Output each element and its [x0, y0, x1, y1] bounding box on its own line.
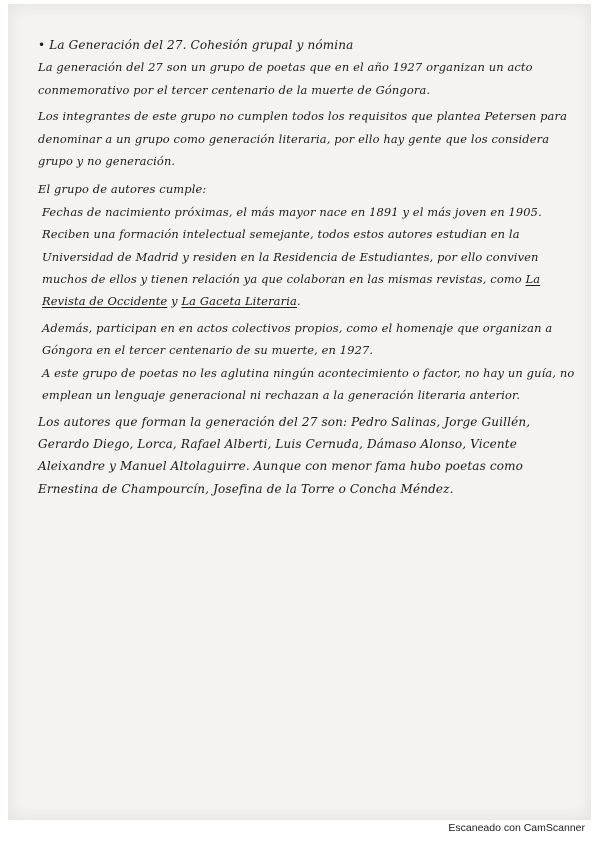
subheading-cumple: El grupo de autores cumple:	[38, 182, 207, 197]
paragraph-autores: Los autores que forman la generación del 27 son: Pedro Salinas, Jorge Guillén, Gerardo Diego, Lorca, Rafael Alberti, Luis Cernuda, Dámaso Alonso, Vicente Aleixandre y Manuel Altolaguirre. Aunque con menor fama hubo poetas como Ernestina de Champourcín, Josefina de la Torre o Concha Méndez.	[38, 414, 531, 496]
handwritten-notes	[38, 34, 578, 500]
bullet-point: •	[38, 38, 46, 52]
magazine-gaceta-literaria: La Gaceta Literaria	[181, 294, 297, 309]
connector-y: y	[171, 294, 178, 309]
paragraph-formacion	[38, 201, 578, 313]
paragraph-formacion-text: Fechas de nacimiento próximas, el más mayor nace en 1891 y el más joven en 1905. Reciben una formación intelectual semejante, todos estos autores estudian en la Universidad de Madrid y residen en la Residencia de Estudiantes, por ello conviven muchos de ellos y tienen relación ya que colaboran en las mismas revistas, como	[42, 204, 542, 287]
magazine-revista-de-occidente: La Revista de Occidente	[42, 272, 541, 309]
paragraph-actos: Además, participan en en actos colectivos propios, como el homenaje que organizan a Góngora en el tercer centenario de su muerte, en 1927.	[42, 320, 553, 358]
paragraph-aglutina: A este grupo de poetas no les aglutina ningún acontecimiento o factor, no hay un guía, no emplean un lenguaje generacional ni rechazan a la generación literaria anterior.	[42, 365, 575, 403]
notebook-page	[8, 4, 591, 820]
scanner-watermark: Escaneado con CamScanner	[448, 822, 585, 834]
notes-heading	[38, 34, 578, 56]
paragraph-formacion-end: .	[296, 294, 301, 309]
heading-text: La Generación del 27. Cohesión grupal y nómina	[49, 38, 354, 52]
paragraph-intro: La generación del 27 son un grupo de poetas que en el año 1927 organizan un acto conmemorativo por el tercer centenario de la muerte de Góngora.	[38, 60, 533, 97]
paragraph-petersen: Los integrantes de este grupo no cumplen todos los requisitos que plantea Petersen para denominar a un grupo como generación literaria, por ello hay gente que los considera grupo y no generación.	[38, 109, 568, 169]
